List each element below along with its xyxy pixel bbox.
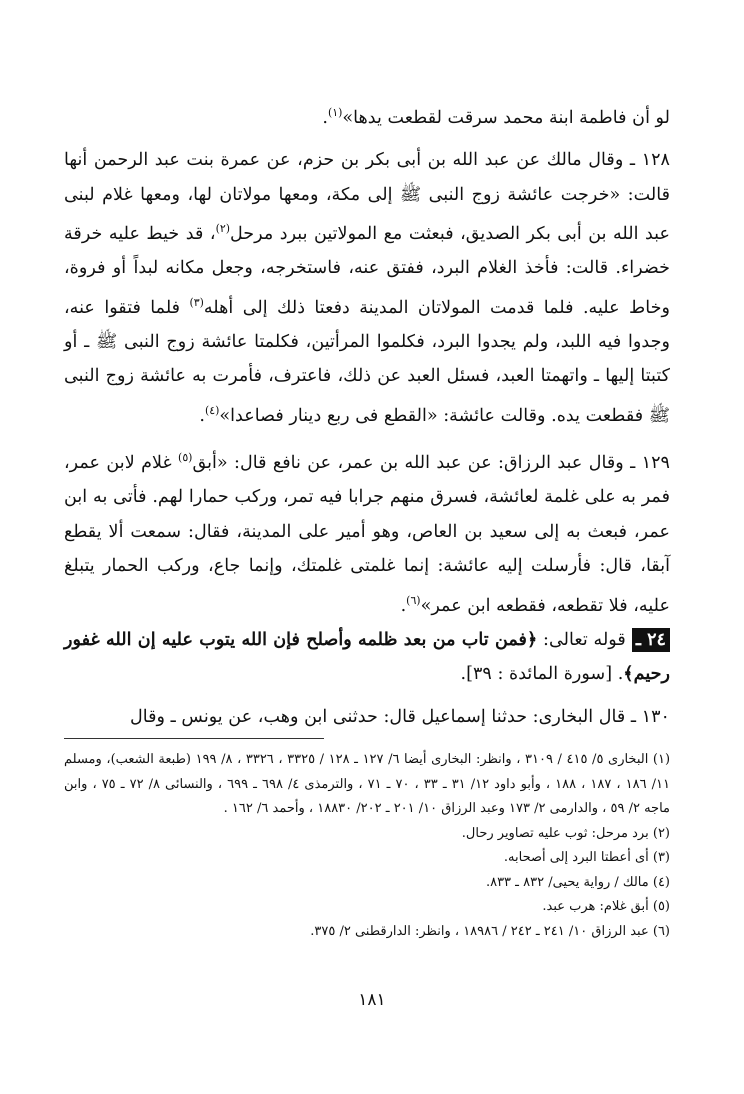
footnote-ref: (٢) <box>215 222 230 236</box>
footnote-ref: (١) <box>327 106 343 119</box>
footnote-ref: (٥) <box>178 451 193 465</box>
footnote-item: (١) البخارى ٥/ ٤١٥ / ٣١٠٩ ، وانظر: البخارى أيضا ٦/ ١٢٧ ـ ١٢٨ / ٣٣٢٥ ، ٣٣٢٦ ، ٨/ ١٩٩ (طبعة الشعب)، ومسلم ١١/ ١٨٦ ، ١٨٧ ، ١٨٨ ، وأبو داود ١٢/ ٣١ ـ ٣٣ ، ٧٠ ـ ٧١ ، والترمذى ٤/ ٦٩٨ ـ ٦٩٩ ، والنسائى ٨/ ٧٢ ـ ٧٥ ، وابن ماجه ٢/ ٥٩ ، والدارمى ٢/ ١٧٣ وعبد الرزاق ١٠/ ٢٠١ ـ ٢٠٢/ ١٨٨٣٠ ، وأحمد ٦/ ١٦٢ . <box>64 752 671 816</box>
footnote-item: (٦) عبد الرزاق ١٠/ ٢٤١ ـ ٢٤٢ / ١٨٩٨٦ ، وانظر: الدارقطنى ٢/ ٣٧٥. <box>310 923 670 939</box>
section-heading: ٢٤ ـقوله تعالى: ﴿فمن تاب من بعد ظلمه وأصلح فإن الله يتوب عليه إن الله غفور رحيم﴾. [سورة المائدة : ٣٩]. <box>64 628 670 685</box>
paragraph-128: ١٢٨ ـ وقال مالك عن عبد الله بن أبى بكر بن حزم، عن عمرة بنت عبد الرحمن أنها قالت: «خرجت عائشة زوج النبى ﷺ إلى مكة، ومعها مولاتان لها، ومعها غلام لبنى عبد الله بن أبى بكر الصديق، فبعثت مع المولاتين ببرد مرحل$^{(٢)}$، قد خيط عليه خرقة خضراء. قالت: فأخذ الغلام البرد، ففتق عنه، فاستخرجه، وجعل مكانه لبداً أو فروة، وخاط عليه. فلما قدمت المولاتان المدينة دفعتا ذلك إلى أهله$^{(٣)}$ فلما فتقوا عنه، وجدوا فيه اللبد، ولم يجدوا البرد، فكلموا المرأتين، فكلمتا عائشة زوج النبى ﷺ ـ أو كتبتا إليها ـ واتهمتا العبد، فسئل العبد عن ذلك، فاعترف، فأمرت به عائشة زوج النبى ﷺ فقطعت يده. وقالت عائشة: «القطع فى ربع دينار فصاعدا»$^{(٤)}$. <box>64 150 670 426</box>
footnote-item: (٣) أى أعطتا البرد إلى أصحابه. <box>503 850 670 865</box>
main-text <box>64 96 670 734</box>
footnote-separator <box>64 738 324 739</box>
verse-reference: . [سورة المائدة : ٣٩]. <box>460 664 624 685</box>
paragraph-129: ١٢٩ ـ وقال عبد الرزاق: عن عبد الله بن عمر، عن نافع قال: «أبق$^{(٥)}$ غلام لابن عمر، فمر به على غلمة لعائشة، فسرق منهم جرابا فيه تمر، وركب حمارا لهم. فأتى به ابن عمر، فبعث به إلى سعيد بن العاص، وهو أمير على المدينة، فقال: سمعت ألا يقطع آبقا، قال: فأرسلت إليه عائشة: إنما غلمتى غلمتك، وإنما جاع، وركب الحمار يتبلغ عليه، فلا تقطعه، فقطعه ابن عمر»$^{(٦)}$. <box>64 451 671 616</box>
footnote-ref: (٦) <box>406 593 421 607</box>
intro-line: لو أن فاطمة ابنة محمد سرقت لقطعت يدها»$^{(١)}$. <box>322 106 670 128</box>
page-number: ١٨١ <box>358 990 386 1010</box>
paragraph-130: ١٣٠ ـ قال البخارى: حدثنا إسماعيل قال: حدثنى ابن وهب، عن يونس ـ وقال <box>130 706 670 727</box>
quran-verse: ﴿فمن تاب من بعد ظلمه وأصلح فإن الله يتوب عليه إن الله غفور رحيم﴾ <box>64 628 670 685</box>
footnote-item: (٢) برد مرحل: ثوب عليه تصاوير رحال. <box>461 825 670 841</box>
section-number-badge: ٢٤ ـ <box>632 628 670 652</box>
footnote-item: (٤) مالك / رواية يحيى/ ٨٣٢ ـ ٨٣٣. <box>485 874 670 890</box>
footnotes <box>64 748 670 944</box>
footnote-item: (٥) أبق غلام: هرب عبد. <box>542 899 670 914</box>
footnote-ref: (٣) <box>189 295 204 309</box>
footnote-ref: (٤) <box>205 403 220 417</box>
